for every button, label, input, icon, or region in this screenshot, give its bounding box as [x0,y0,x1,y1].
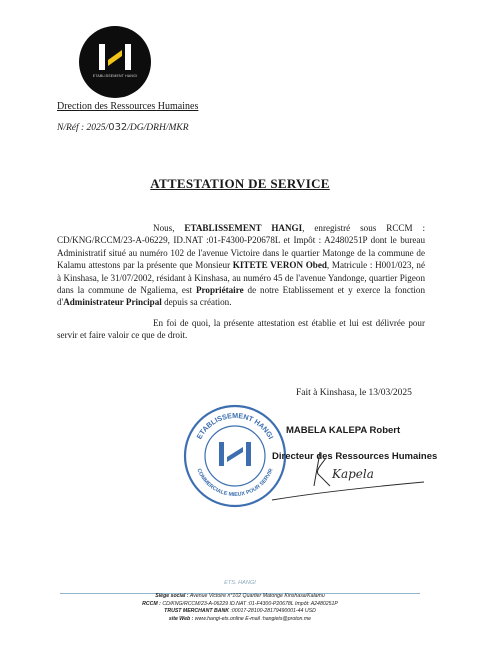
logo-caption: ETABLISSEMENT HANGI [92,74,138,78]
footer-label: site Web : [168,615,195,622]
attestation-body [57,222,425,350]
handwritten-signature [268,444,428,504]
company-logo [79,26,151,98]
company-name: ETABLISSEMENT HANGI [184,223,303,233]
role-owner: Propriétaire [195,285,244,296]
stamp-top-text: ETABLISSEMENT HANGI [194,410,276,441]
footer-label: Siège social : [155,593,190,600]
text-run: depuis sa création. [161,297,232,308]
stamp-bottom-text: COMMERCIALE MIEUX POUR SERVIR [195,467,275,499]
footer [0,580,480,623]
reference-prefix: N/Réf : 2025/ [57,123,109,133]
footer-bank [0,608,480,615]
document-title: ATTESTATION DE SERVICE [150,176,330,191]
text-run: , enregistré sous RCCM : CD/KNG/RCCM/23-A-06229, ID.NAT :01-F4300-P20678L et Impôt : A2480251P dont le bureau Administratif situé au numéro 102 de l'avenue Victoire dans le quartier Matonge de la commune de Kalamu attestons par la présente que Monsieur [57,223,425,271]
place-date: Fait à Kinshasa, le 13/03/2025 [296,388,412,398]
footer-label: TRUST MERCHANT BANK [164,608,231,615]
reference-line [57,122,189,133]
stamp-logo-icon [219,442,251,466]
signature-script: Kapela [332,467,374,481]
text-run: , Matricule : H001/023, né à Kinshasa, le 31/07/2002, résidant à Kinshasa, au numéro 45 de l'avenue Yandonge, quartier Pigeon dans la commune de Ngaliema, est [57,260,425,296]
logo-mark-icon [79,26,151,98]
footer-value: CD/KNG/RCCM/23-A-06229 ID.NAT :01-F4300-P20678L Impôt: A2480251P [162,600,338,607]
text-run: de notre Etablissement et y exerce la fonction d' [57,285,426,308]
footer-label: RCCM : [142,600,163,607]
footer-value: :00017-28100-28179490001-44 USD [230,608,316,615]
text-run: Nous, [153,223,185,233]
footer-registration [0,601,480,608]
footer-brand: ETS. HANGI [224,580,256,586]
employee-name: KITETE VERON Obed [232,260,327,271]
reference-number: 032 [108,122,128,133]
footer-value: Avenue Victoire n°102 Quartier Matonge Kinshasa/Kalamu [189,593,325,600]
signatory-title: Directeur des Ressources Humaines [272,451,438,462]
paragraph-closing: En foi de quoi, la présente attestation est établie et lui est délivrée pour servir et faire valoir ce que de droit. [57,317,425,341]
footer-address [0,593,480,600]
paragraph-main [57,222,425,309]
reference-suffix: /DG/DRH/MKR [127,123,189,133]
department-heading: Drection des Ressources Humaines [57,101,199,112]
footer-contact [0,616,480,623]
role-admin: Administrateur Principal [63,297,162,308]
signatory-name: MABELA KALEPA Robert [286,425,401,436]
footer-value: www.hangi-ets.online E-mail :hangiets@proton.me [194,615,312,622]
